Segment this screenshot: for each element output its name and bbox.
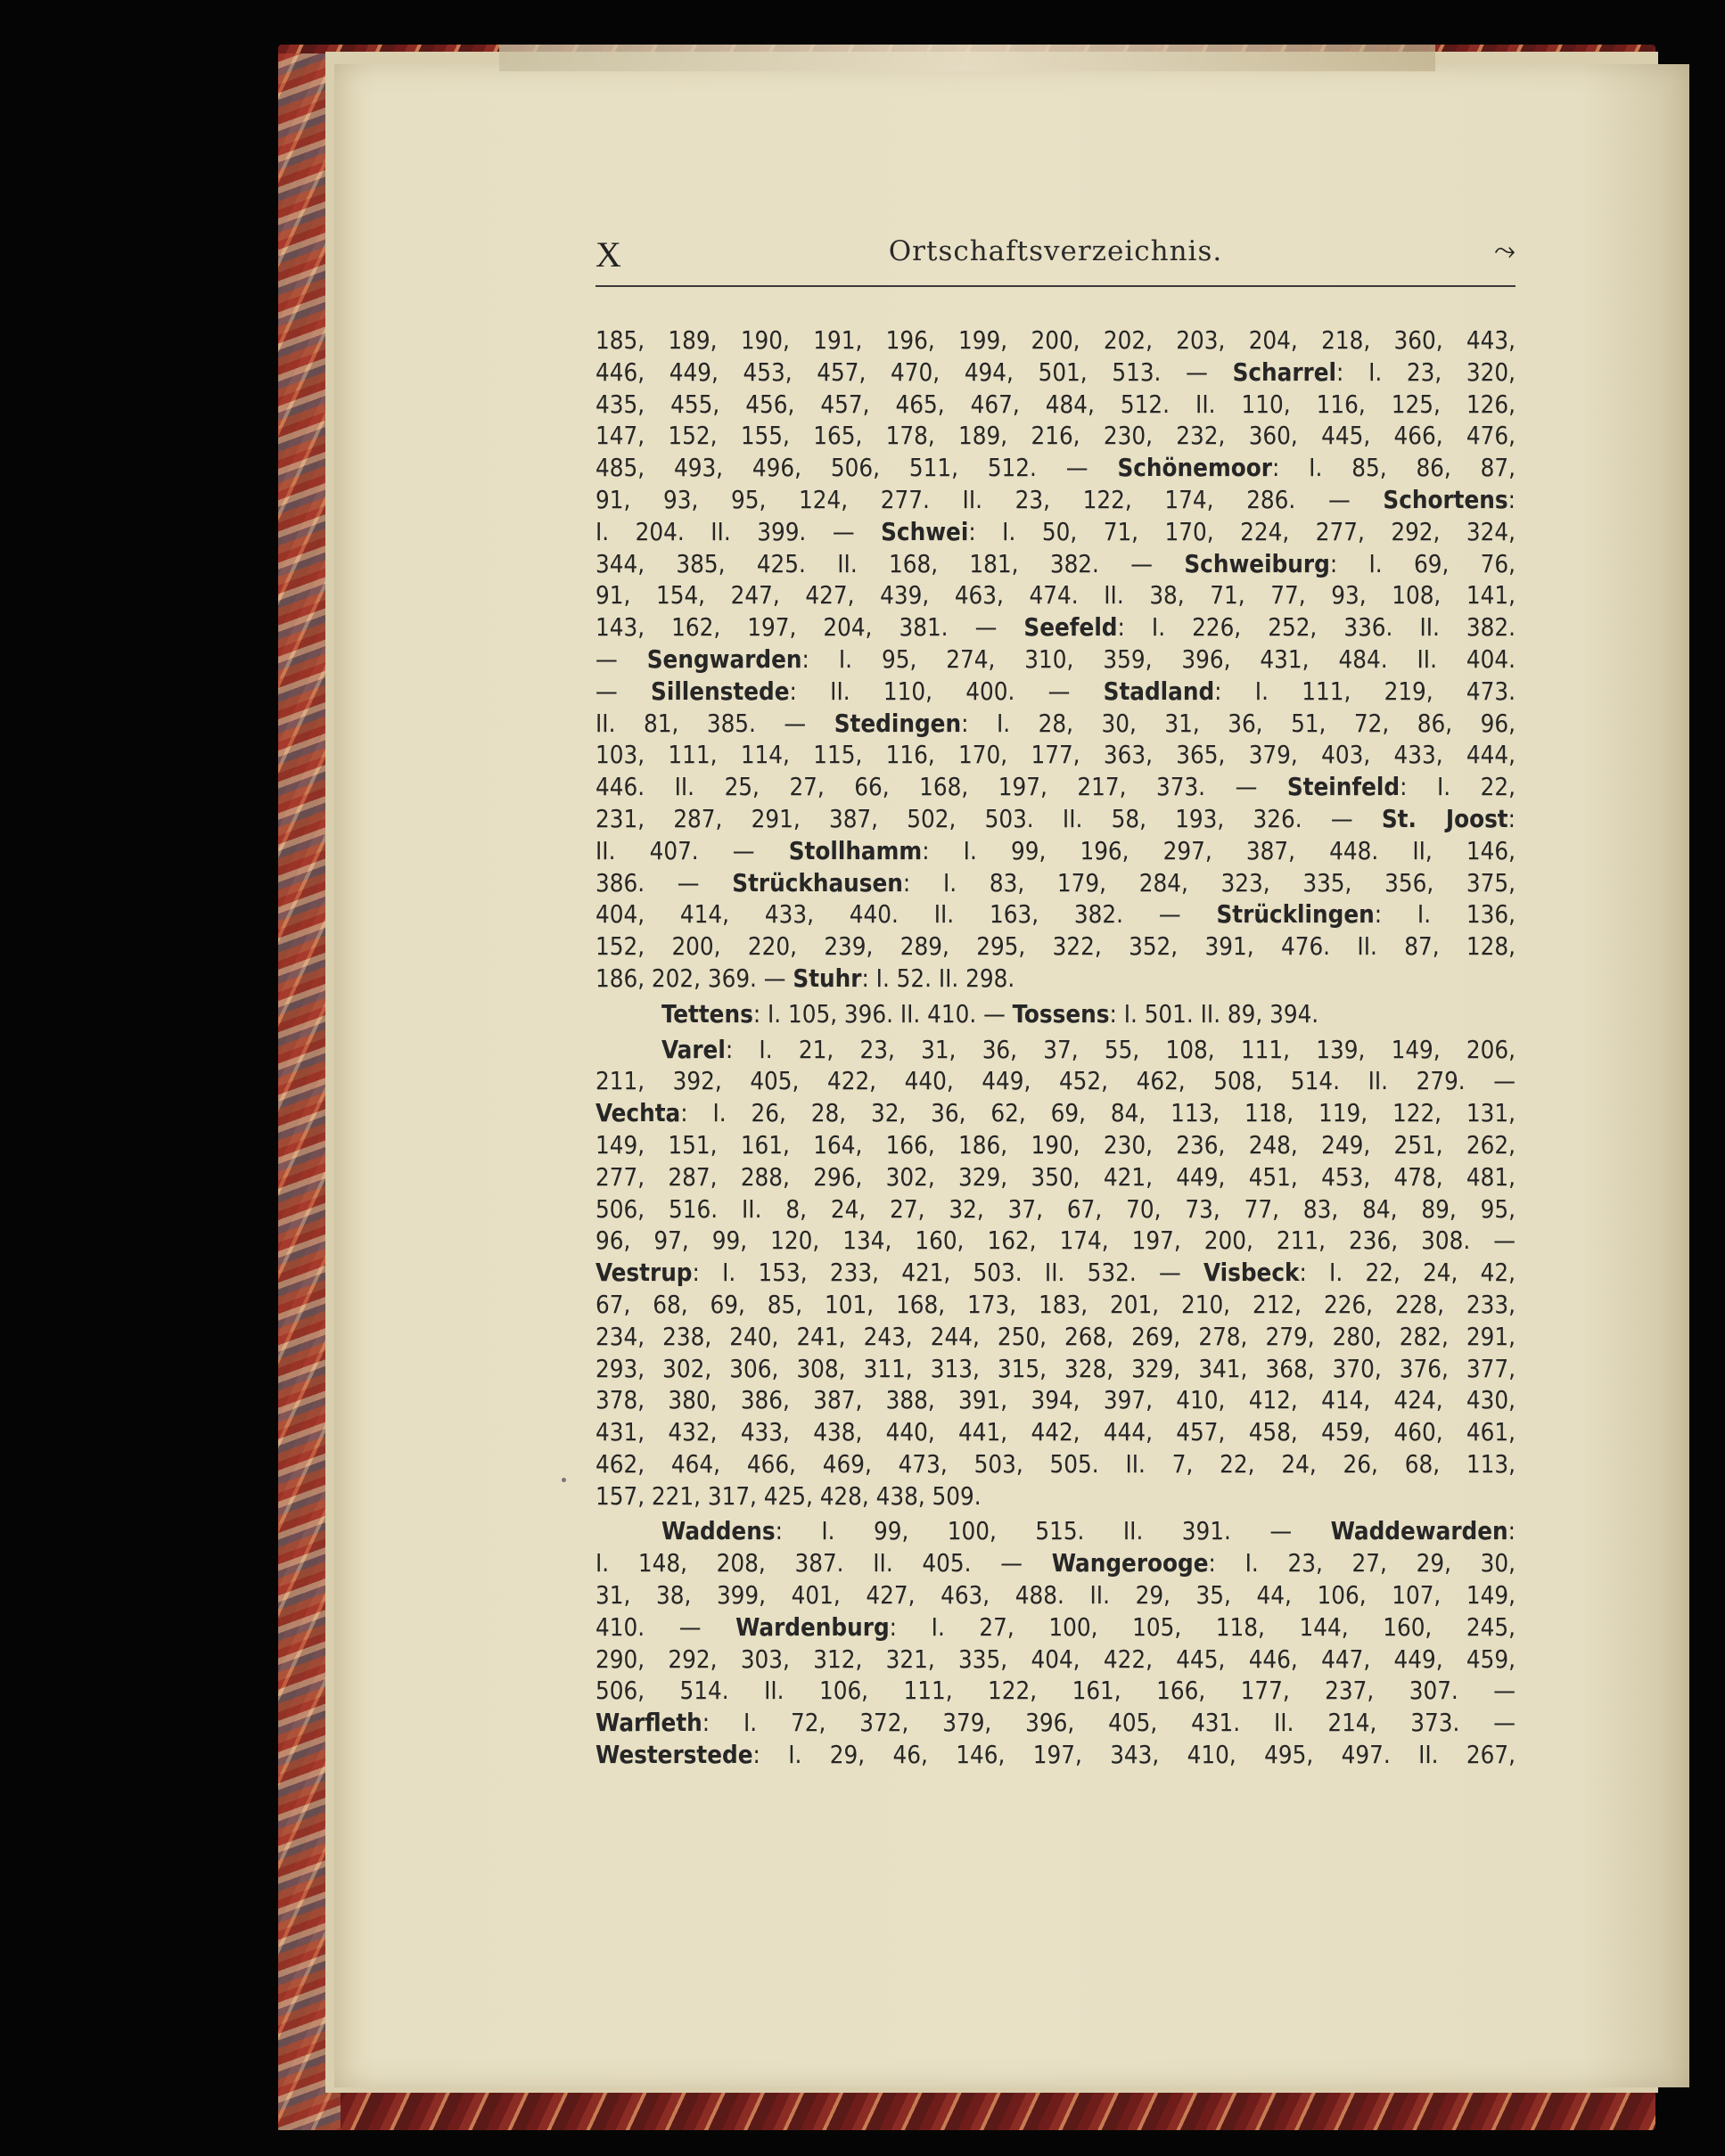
index-line: Warfleth: I. 72, 372, 379, 396, 405, 431. II. 214, 373. — bbox=[596, 1709, 1516, 1738]
place-name: Vechta bbox=[596, 1099, 681, 1128]
index-line: 67, 68, 69, 85, 101, 168, 173, 183, 201, 210, 212, 226, 228, 233, bbox=[596, 1290, 1516, 1319]
index-paragraph bbox=[596, 1035, 1516, 1513]
place-name: Seefeld bbox=[1023, 613, 1118, 643]
index-line: II. 81, 385. — Stedingen: I. 28, 30, 31, 36, 51, 72, 86, 96, bbox=[596, 709, 1516, 738]
index-line: I. 204. II. 399. — Schwei: I. 50, 71, 170, 224, 277, 292, 324, bbox=[596, 517, 1516, 546]
place-name: Westerstede bbox=[596, 1741, 753, 1770]
index-line: 446, 449, 453, 457, 470, 494, 501, 513. — Scharrel: I. 23, 320, bbox=[596, 357, 1516, 387]
index-line: 31, 38, 399, 401, 427, 463, 488. II. 29, 35, 44, 106, 107, 149, bbox=[596, 1581, 1516, 1611]
index-line: 277, 287, 288, 296, 302, 329, 350, 421, 449, 451, 453, 478, 481, bbox=[596, 1162, 1516, 1192]
running-title: Ortschaftsverzeichnis. bbox=[888, 235, 1223, 267]
header-rule bbox=[596, 285, 1516, 287]
place-name: Strücklingen bbox=[1216, 900, 1375, 930]
place-name: Sengwarden bbox=[646, 644, 802, 674]
index-line: 404, 414, 433, 440. II. 163, 382. — Strücklingen: I. 136, bbox=[596, 900, 1516, 930]
place-name: Waddens bbox=[661, 1517, 776, 1546]
place-name: Schönemoor bbox=[1117, 454, 1272, 483]
place-name: Sillenstede bbox=[651, 676, 790, 706]
place-name: Wardenburg bbox=[735, 1612, 890, 1642]
index-line: 211, 392, 405, 422, 440, 449, 452, 462, 508, 514. II. 279. — bbox=[596, 1067, 1516, 1096]
place-name: St. Joost bbox=[1381, 804, 1508, 833]
index-text bbox=[596, 325, 1516, 1772]
page-number: X bbox=[596, 234, 621, 275]
place-name: Visbeck bbox=[1203, 1258, 1300, 1288]
place-name: Strückhausen bbox=[732, 868, 903, 898]
index-line: Westerstede: I. 29, 46, 146, 197, 343, 410, 495, 497. II. 267, bbox=[596, 1741, 1516, 1770]
place-name: Stollhamm bbox=[788, 836, 923, 865]
place-name: Stuhr bbox=[793, 963, 862, 993]
index-line: 149, 151, 161, 164, 166, 186, 190, 230, 236, 248, 249, 251, 262, bbox=[596, 1130, 1516, 1160]
place-name: Steinfeld bbox=[1286, 773, 1401, 802]
index-line: 147, 152, 155, 165, 178, 189, 216, 230, 232, 360, 445, 466, 476, bbox=[596, 422, 1516, 451]
index-line: 410. — Wardenburg: I. 27, 100, 105, 118, 144, 160, 245, bbox=[596, 1612, 1516, 1642]
place-name: Schwei bbox=[881, 517, 969, 546]
index-line: — Sillenstede: II. 110, 400. — Stadland: I. 111, 219, 473. bbox=[596, 676, 1516, 706]
index-paragraph bbox=[596, 1516, 1516, 1771]
index-line: 185, 189, 190, 191, 196, 199, 200, 202, 203, 204, 218, 360, 443, bbox=[596, 326, 1516, 355]
index-line: Vestrup: I. 153, 233, 421, 503. II. 532. — Visbeck: I. 22, 24, 42, bbox=[596, 1258, 1516, 1288]
place-name: Waddewarden bbox=[1330, 1517, 1508, 1546]
place-name: Schortens bbox=[1383, 485, 1508, 514]
index-line: 293, 302, 306, 308, 311, 313, 315, 328, 329, 341, 368, 370, 376, 377, bbox=[596, 1354, 1516, 1383]
index-paragraph bbox=[596, 325, 1516, 996]
place-name: Vestrup bbox=[596, 1258, 693, 1288]
place-name: Warfleth bbox=[596, 1709, 702, 1738]
index-line: 152, 200, 220, 239, 289, 295, 322, 352, 391, 476. II. 87, 128, bbox=[596, 932, 1516, 962]
index-line: II. 407. — Stollhamm: I. 99, 196, 297, 387, 448. II, 146, bbox=[596, 836, 1516, 865]
index-line: Tettens: I. 105, 396. II. 410. — Tossens: I. 501. II. 89, 394. bbox=[661, 999, 1319, 1029]
page-header bbox=[596, 234, 1516, 283]
index-line: 462, 464, 466, 469, 473, 503, 505. II. 7, 22, 24, 26, 68, 113, bbox=[596, 1449, 1516, 1479]
index-line: I. 148, 208, 387. II. 405. — Wangerooge: I. 23, 27, 29, 30, bbox=[596, 1549, 1516, 1578]
index-line: 485, 493, 496, 506, 511, 512. — Schönemoor: I. 85, 86, 87, bbox=[596, 454, 1516, 483]
index-line: 290, 292, 303, 312, 321, 335, 404, 422, 445, 446, 447, 449, 459, bbox=[596, 1644, 1516, 1674]
paper-speck bbox=[562, 1478, 566, 1482]
place-name: Varel bbox=[661, 1035, 726, 1064]
index-line: 378, 380, 386, 387, 388, 391, 394, 397, 410, 412, 414, 424, 430, bbox=[596, 1386, 1516, 1415]
index-line: 506, 514. II. 106, 111, 122, 161, 166, 177, 237, 307. — bbox=[596, 1676, 1516, 1706]
index-line: 143, 162, 197, 204, 381. — Seefeld: I. 226, 252, 336. II. 382. bbox=[596, 613, 1516, 643]
index-line: 446. II. 25, 27, 66, 168, 197, 217, 373. — Steinfeld: I. 22, bbox=[596, 773, 1516, 802]
place-name: Wangerooge bbox=[1051, 1549, 1209, 1578]
place-name: Tossens bbox=[1012, 999, 1110, 1029]
index-line: Waddens: I. 99, 100, 515. II. 391. — Waddewarden: bbox=[661, 1517, 1516, 1546]
index-line: 344, 385, 425. II. 168, 181, 382. — Schweiburg: I. 69, 76, bbox=[596, 549, 1516, 578]
index-line: 506, 516. II. 8, 24, 27, 32, 37, 67, 70, 73, 77, 83, 84, 89, 95, bbox=[596, 1194, 1516, 1224]
index-line: 91, 93, 95, 124, 277. II. 23, 122, 174, 286. — Schortens: bbox=[596, 485, 1516, 514]
place-name: Stadland bbox=[1103, 676, 1215, 706]
place-name: Tettens bbox=[661, 999, 753, 1029]
paper-stain bbox=[499, 45, 1435, 71]
printer-mark-icon: ⤳ bbox=[1494, 235, 1516, 266]
index-line: Vechta: I. 26, 28, 32, 36, 62, 69, 84, 113, 118, 119, 122, 131, bbox=[596, 1099, 1516, 1128]
place-name: Scharrel bbox=[1232, 357, 1337, 387]
place-name: Stedingen bbox=[834, 709, 962, 738]
index-line: 91, 154, 247, 427, 439, 463, 474. II. 38, 71, 77, 93, 108, 141, bbox=[596, 581, 1516, 611]
index-line: 231, 287, 291, 387, 502, 503. II. 58, 193, 326. — St. Joost: bbox=[596, 804, 1516, 833]
index-line: 435, 455, 456, 457, 465, 467, 484, 512. II. 110, 116, 125, 126, bbox=[596, 389, 1516, 419]
index-line: 96, 97, 99, 120, 134, 160, 162, 174, 197, 200, 211, 236, 308. — bbox=[596, 1226, 1516, 1256]
index-paragraph bbox=[596, 999, 1516, 1031]
index-line: 103, 111, 114, 115, 116, 170, 177, 363, 365, 379, 403, 433, 444, bbox=[596, 741, 1516, 770]
index-line: Varel: I. 21, 23, 31, 36, 37, 55, 108, 111, 139, 149, 206, bbox=[661, 1035, 1516, 1064]
index-line: 234, 238, 240, 241, 243, 244, 250, 268, 269, 278, 279, 280, 282, 291, bbox=[596, 1322, 1516, 1351]
index-line: 431, 432, 433, 438, 440, 441, 442, 444, 457, 458, 459, 460, 461, bbox=[596, 1418, 1516, 1447]
index-line: — Sengwarden: I. 95, 274, 310, 359, 396, 431, 484. II. 404. bbox=[596, 644, 1516, 674]
index-line: 186, 202, 369. — Stuhr: I. 52. II. 298. bbox=[596, 963, 1015, 993]
index-line: 386. — Strückhausen: I. 83, 179, 284, 323, 335, 356, 375, bbox=[596, 868, 1516, 898]
index-line: 157, 221, 317, 425, 428, 438, 509. bbox=[596, 1481, 982, 1511]
place-name: Schweiburg bbox=[1184, 549, 1330, 578]
